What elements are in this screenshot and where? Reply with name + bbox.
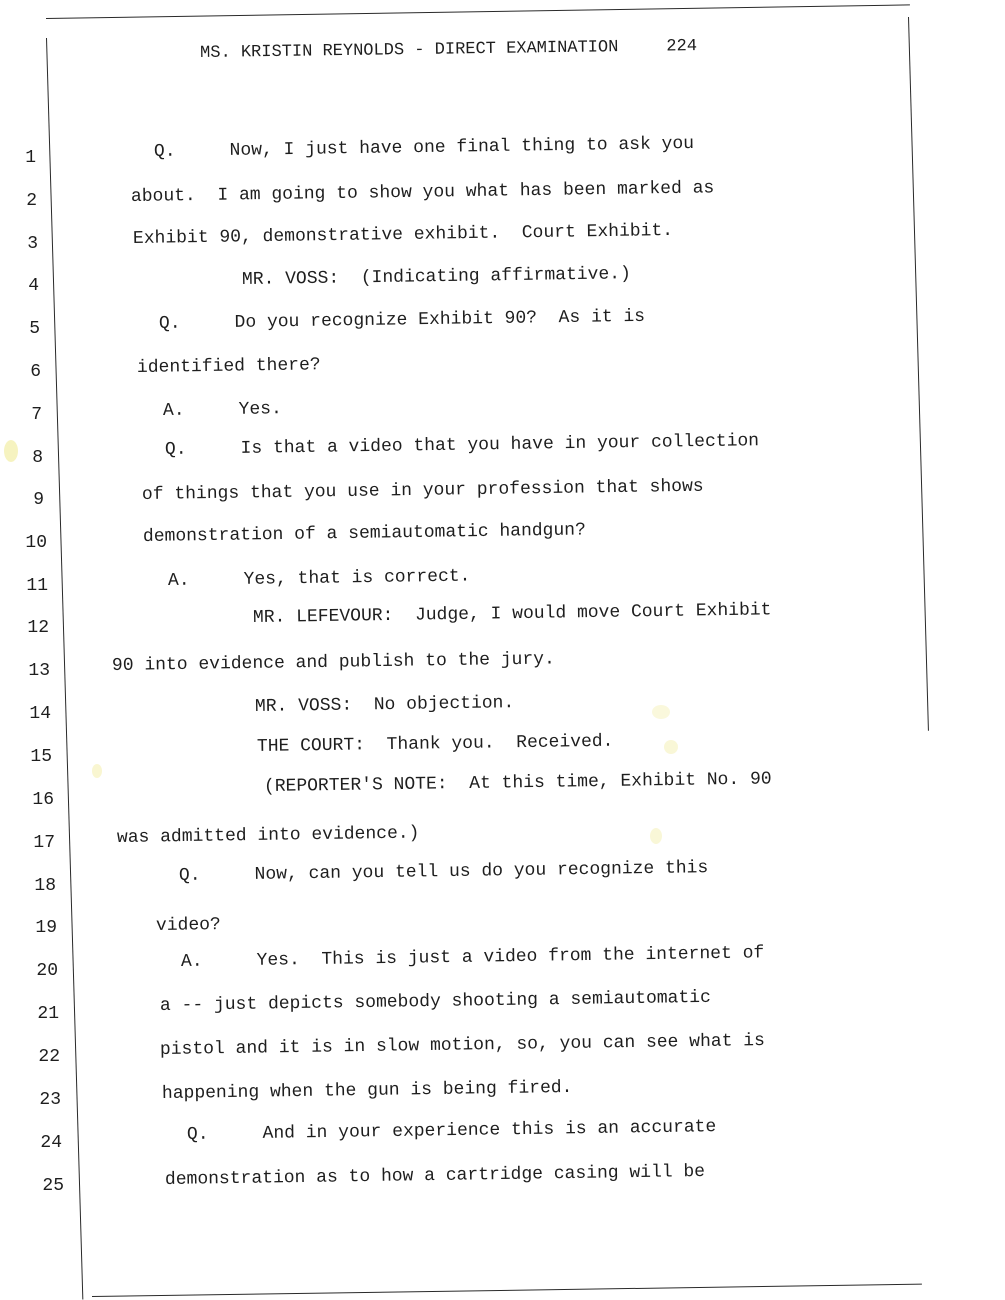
transcript-line: Q. Do you recognize Exhibit 90? As it is: [158, 306, 646, 334]
line-number: 15: [30, 747, 52, 767]
page-number: 224: [666, 37, 698, 57]
transcript-line: MR. LEFEVOUR: Judge, I would move Court Exhibit: [252, 600, 772, 628]
transcript-line: Q. And in your experience this is an accurate: [186, 1117, 717, 1145]
scan-stain: [650, 828, 662, 844]
page-border-left: [46, 38, 83, 1300]
line-number: 12: [27, 618, 49, 638]
transcript-line: THE COURT: Thank you. Received.: [256, 731, 614, 757]
transcript-line: identified there?: [136, 355, 321, 378]
transcript-line: video?: [155, 915, 221, 936]
transcript-line: happening when the gun is being fired.: [161, 1077, 573, 1104]
transcript-line: A. Yes. This is just a video from the internet of: [180, 943, 765, 972]
transcript-line: a -- just depicts somebody shooting a semiautomatic: [159, 987, 711, 1016]
header-title: MS. KRISTIN REYNOLDS - DIRECT EXAMINATION: [200, 38, 619, 63]
transcript-line: Q. Now, I just have one final thing to ask you: [153, 133, 695, 162]
page-border-right: [908, 17, 929, 731]
transcript-line: of things that you use in your profession that shows: [141, 476, 704, 505]
line-number: 4: [28, 276, 39, 296]
line-number: 13: [28, 661, 50, 681]
transcript-line: MR. VOSS: (Indicating affirmative.): [241, 264, 631, 290]
line-number: 7: [31, 405, 42, 425]
line-number: 2: [26, 191, 37, 211]
transcript-line: Exhibit 90, demonstrative exhibit. Court Exhibit.: [132, 220, 674, 249]
transcript-line: Q. Is that a video that you have in your collection: [164, 431, 760, 460]
line-number: 16: [32, 790, 54, 810]
line-number: 6: [30, 362, 41, 382]
line-number: 3: [27, 234, 38, 254]
line-number: 9: [33, 490, 44, 510]
page-header: [200, 37, 697, 63]
transcript-line: 90 into evidence and publish to the jury.: [111, 649, 555, 676]
scan-stain: [652, 705, 670, 719]
transcript-line: A. Yes, that is correct.: [167, 566, 471, 591]
transcript-line: MR. VOSS: No objection.: [254, 693, 515, 717]
line-number: 10: [25, 533, 47, 553]
line-number: 21: [37, 1004, 59, 1024]
transcript-line: was admitted into evidence.): [116, 823, 420, 848]
scan-stain: [92, 764, 102, 778]
scan-stain: [664, 740, 678, 754]
line-number: 23: [39, 1090, 61, 1110]
line-number: 20: [36, 961, 58, 981]
line-number: 8: [32, 448, 43, 468]
line-number: 19: [35, 918, 57, 938]
transcript-line: pistol and it is in slow motion, so, you can see what is: [159, 1031, 765, 1060]
transcript-line: Q. Now, can you tell us do you recognize this: [178, 858, 709, 886]
transcript-line: demonstration of a semiautomatic handgun?: [142, 520, 586, 547]
line-number: 18: [34, 876, 56, 896]
transcript-line: A. Yes.: [162, 399, 282, 421]
transcript-line: (REPORTER'S NOTE: At this time, Exhibit No. 90: [263, 769, 772, 797]
line-number: 1: [25, 148, 36, 168]
line-number: 11: [26, 576, 48, 596]
line-number: 24: [40, 1133, 62, 1153]
transcript-line: about. I am going to show you what has been marked as: [130, 178, 715, 207]
line-number: 17: [33, 833, 55, 853]
line-number: 5: [29, 319, 40, 339]
page-border-top: [46, 4, 910, 19]
transcript-line: demonstration as to how a cartridge casing will be: [164, 1161, 706, 1190]
line-number: 14: [29, 704, 51, 724]
line-number: 22: [38, 1047, 60, 1067]
line-number: 25: [42, 1176, 64, 1196]
page-border-bottom: [92, 1284, 922, 1297]
